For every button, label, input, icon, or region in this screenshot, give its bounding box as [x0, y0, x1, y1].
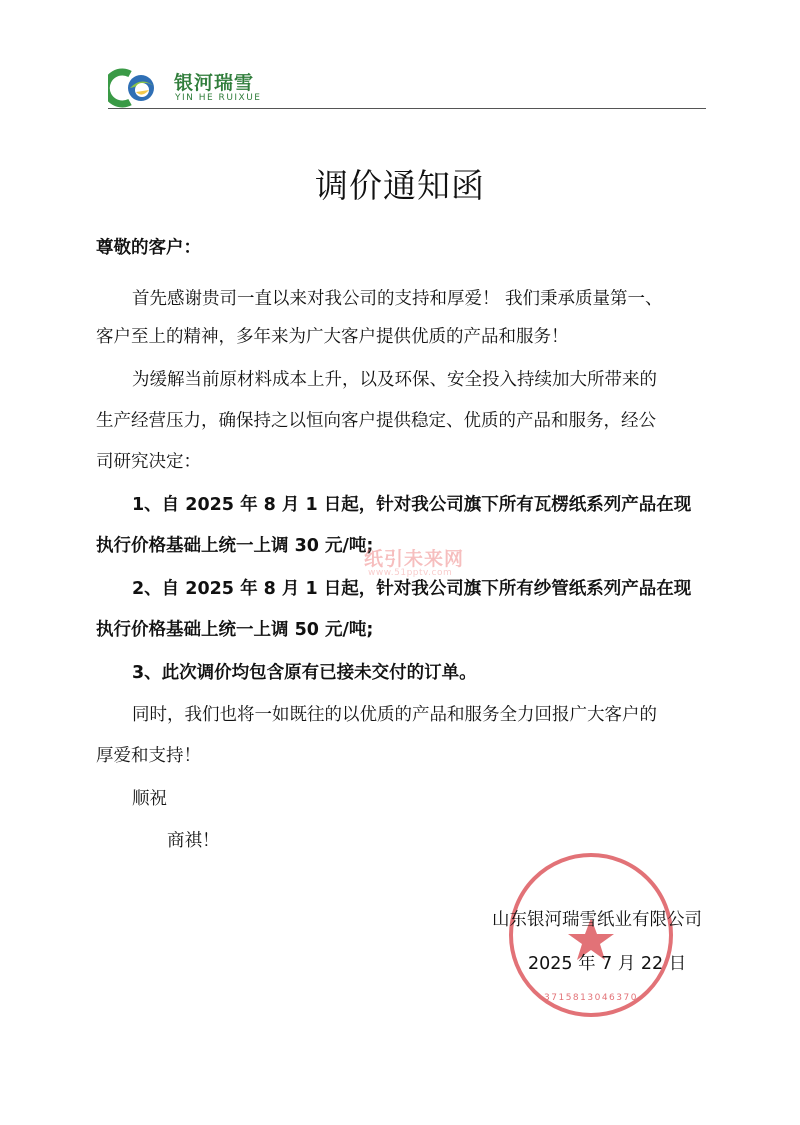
signature-date: 2025 年 7 月 22 日	[528, 954, 687, 974]
salutation: 尊敬的客户：	[96, 238, 201, 258]
company-logo-icon	[108, 68, 160, 108]
price-item-3: 3、此次调价均包含原有已接未交付的订单。	[132, 663, 477, 683]
paragraph-line: 首先感谢贵司一直以来对我公司的支持和厚爱！ 我们秉承质量第一、	[132, 289, 663, 309]
watermark	[336, 544, 476, 584]
company-seal-stamp	[506, 850, 676, 1020]
seal-number: 3715813046370	[544, 993, 638, 1003]
price-item-1-cont: 执行价格基础上统一上调 30 元/吨;	[96, 536, 374, 556]
document-title: 调价通知函	[315, 166, 485, 205]
company-name-en: YIN HE RUIXUE	[175, 93, 262, 103]
company-name-cn: 银河瑞雪	[174, 72, 255, 94]
paragraph-line: 为缓解当前原材料成本上升，以及环保、安全投入持续加大所带来的	[132, 370, 657, 390]
paragraph-line: 客户至上的精神，多年来为广大客户提供优质的产品和服务！	[96, 327, 569, 347]
letterhead	[108, 62, 706, 110]
closing-regards: 顺祝	[132, 789, 167, 809]
closing-line: 同时，我们也将一如既往的以优质的产品和服务全力回报广大客户的	[132, 705, 657, 725]
closing-compliments: 商祺！	[167, 831, 220, 851]
watermark-url: www.51pptv.com	[368, 568, 453, 578]
paragraph-line: 司研究决定：	[96, 452, 201, 472]
closing-line: 厚爱和支持！	[96, 746, 201, 766]
paragraph-line: 生产经营压力，确保持之以恒向客户提供稳定、优质的产品和服务，经公	[96, 411, 656, 431]
watermark-text: 纸引未来网	[364, 548, 465, 570]
price-item-2: 2、自 2025 年 8 月 1 日起，针对我公司旗下所有纱管纸系列产品在现	[132, 579, 692, 599]
signature-company: 山东银河瑞雪纸业有限公司	[492, 910, 702, 930]
header-divider	[108, 108, 706, 109]
price-item-1: 1、自 2025 年 8 月 1 日起，针对我公司旗下所有瓦楞纸系列产品在现	[132, 495, 692, 515]
price-item-2-cont: 执行价格基础上统一上调 50 元/吨;	[96, 620, 374, 640]
